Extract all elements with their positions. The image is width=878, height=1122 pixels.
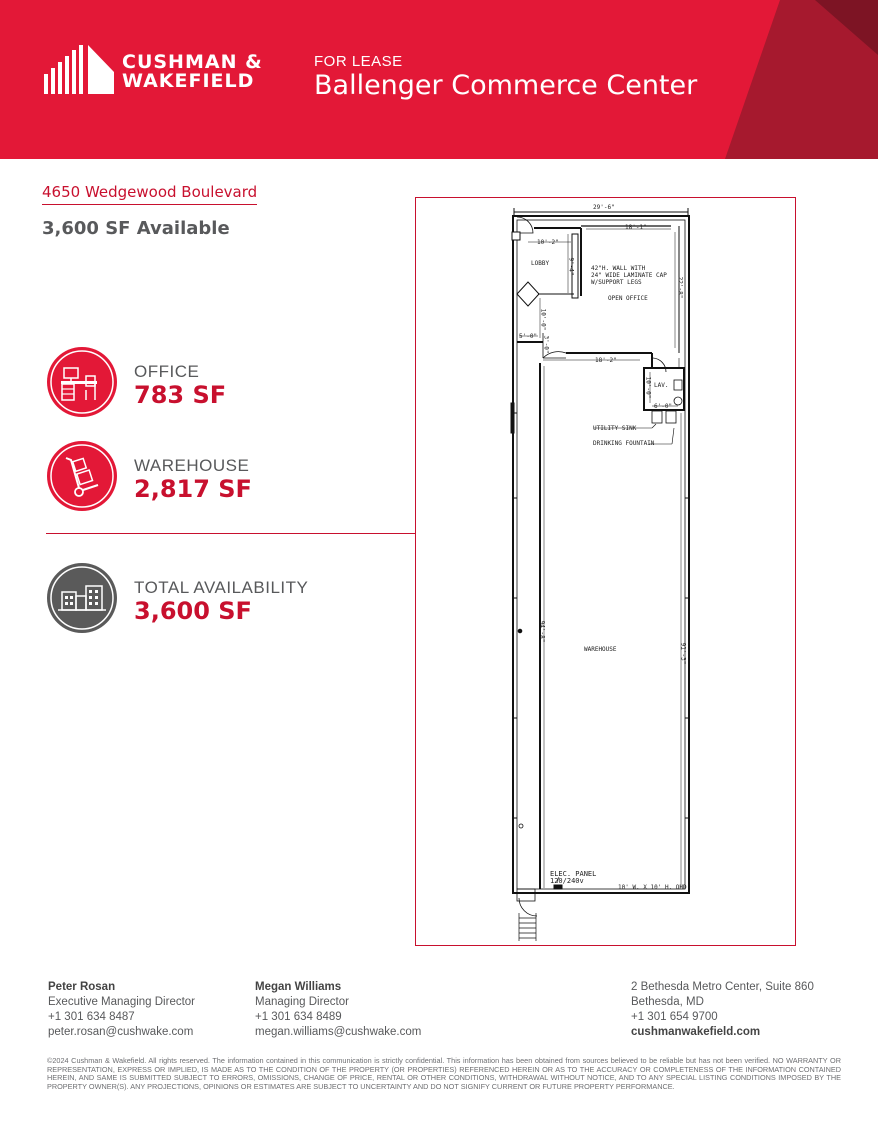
contact-name: Megan Williams bbox=[255, 981, 342, 993]
dim-overall-width: 29'-6" bbox=[593, 204, 615, 211]
property-title: Ballenger Commerce Center bbox=[314, 70, 698, 101]
contact-title: Executive Managing Director bbox=[48, 996, 196, 1008]
contact-megan-williams bbox=[255, 980, 421, 1040]
contact-phone[interactable]: +1 301 634 8489 bbox=[255, 1011, 342, 1023]
buildings-icon bbox=[46, 562, 118, 634]
label-elec-voltage: 120/240v bbox=[550, 877, 584, 885]
label-elec-panel: ELEC. PANEL bbox=[550, 870, 597, 878]
wall-note-line-1: 42"H. WALL WITH bbox=[591, 265, 646, 272]
dim-office-depth: 22'-8" bbox=[676, 276, 684, 299]
room-lobby: LOBBY bbox=[531, 260, 550, 267]
dim-office-width: 18'-1" bbox=[625, 224, 647, 231]
room-lav: LAV. bbox=[654, 382, 669, 389]
header-banner bbox=[0, 0, 878, 159]
floor-plan bbox=[415, 197, 796, 946]
section-divider bbox=[46, 533, 416, 534]
dim-corridor: 18'-2" bbox=[595, 357, 617, 364]
stat-office-label: OFFICE bbox=[134, 362, 200, 381]
wall-note-line-2: 24" WIDE LAMINATE CAP bbox=[591, 272, 667, 279]
dim-lobby-depth: 10'-0" bbox=[539, 308, 547, 331]
dim-lobby-wall: 9'-4" bbox=[567, 257, 575, 276]
office-address-line-2: Bethesda, MD bbox=[631, 996, 704, 1008]
stat-total-value: 3,600 SF bbox=[134, 597, 252, 625]
office-phone[interactable]: +1 301 654 9700 bbox=[631, 1011, 718, 1023]
contact-title: Managing Director bbox=[255, 996, 349, 1008]
cushman-wakefield-logo bbox=[44, 44, 114, 94]
contact-email[interactable]: peter.rosan@cushwake.com bbox=[48, 1026, 194, 1038]
floor-plan-drawing bbox=[416, 198, 794, 944]
property-address: 4650 Wedgewood Boulevard bbox=[42, 183, 257, 205]
for-lease-label: FOR LEASE bbox=[314, 53, 403, 70]
dim-lav-depth: 10'-0" bbox=[644, 376, 652, 399]
stat-warehouse bbox=[46, 440, 386, 512]
stat-warehouse-label: WAREHOUSE bbox=[134, 456, 250, 475]
contact-peter-rosan bbox=[48, 980, 195, 1040]
stat-office bbox=[46, 346, 386, 418]
stat-office-value: 783 SF bbox=[134, 381, 227, 409]
brand-name bbox=[122, 53, 263, 91]
brand-line-2: WAKEFIELD bbox=[122, 70, 255, 92]
office-address-line-1: 2 Bethesda Metro Center, Suite 860 bbox=[631, 981, 814, 993]
hand-truck-icon bbox=[46, 440, 118, 512]
contact-name: Peter Rosan bbox=[48, 981, 116, 993]
label-drinking-fountain: DRINKING FOUNTAIN bbox=[593, 440, 655, 447]
stat-total bbox=[46, 562, 386, 634]
dim-door-width: 3'-0" bbox=[542, 335, 550, 354]
dim-lobby-width: 10'-2" bbox=[537, 239, 559, 246]
legal-disclaimer: ©2024 Cushman & Wakefield. All rights reserved. The information contained in this communication is strictly confidential. This information has been obtained from sources believed to be reliable but has not been verified. NO WARRANTY OR REPRESENTATION, EXPRESS OR IMPLIED, IS MADE AS TO THE CONDITION OF THE PROPERTY (OR PROPERTIES) REFERENCED HEREIN OR AS TO THE ACCURACY OR COMPLETENESS OF THE INFORMATION CONTAINED HEREIN, AND SAME IS SUBMITTED SUBJECT TO ERRORS, OMISSIONS, CHANGE OF PRICE, RENTAL OR OTHER CONDITIONS, WITHDRAWAL WITHOUT NOTICE, AND TO ANY SPECIAL LISTING CONDITIONS IMPOSED BY THE PROPERTY OWNER(S). ANY PROJECTIONS, OPINIONS OR ESTIMATES ARE SUBJECT TO UNCERTAINTY AND DO NOT SIGNIFY CURRENT OR FUTURE PROPERTY PERFORMANCE. bbox=[47, 1056, 841, 1091]
contact-phone[interactable]: +1 301 634 8487 bbox=[48, 1011, 135, 1023]
room-open-office: OPEN OFFICE bbox=[608, 295, 648, 302]
room-warehouse: WAREHOUSE bbox=[584, 646, 617, 653]
stat-total-label: TOTAL AVAILABILITY bbox=[134, 578, 309, 597]
contact-email[interactable]: megan.williams@cushwake.com bbox=[255, 1026, 422, 1038]
wall-note-line-3: W/SUPPORT LEGS bbox=[591, 279, 642, 286]
brand-line-1: CUSHMAN & bbox=[122, 51, 263, 73]
office-address bbox=[631, 980, 814, 1040]
label-utility-sink: UTILITY SINK bbox=[593, 425, 637, 432]
office-website-link[interactable]: cushmanwakefield.com bbox=[631, 1026, 761, 1038]
label-overhead-door: 10' W. X 10' H. OHD bbox=[618, 884, 687, 891]
dim-door-offset: 5'-0" bbox=[519, 333, 538, 340]
stat-warehouse-value: 2,817 SF bbox=[134, 475, 252, 503]
available-sf: 3,600 SF Available bbox=[42, 218, 230, 239]
dim-warehouse-length-right: 91'-3" bbox=[679, 642, 687, 665]
dim-lav-width: 6'-0" bbox=[654, 403, 673, 410]
office-desk-icon bbox=[46, 346, 118, 418]
dim-warehouse-length-left: 94'-8" bbox=[538, 620, 546, 643]
